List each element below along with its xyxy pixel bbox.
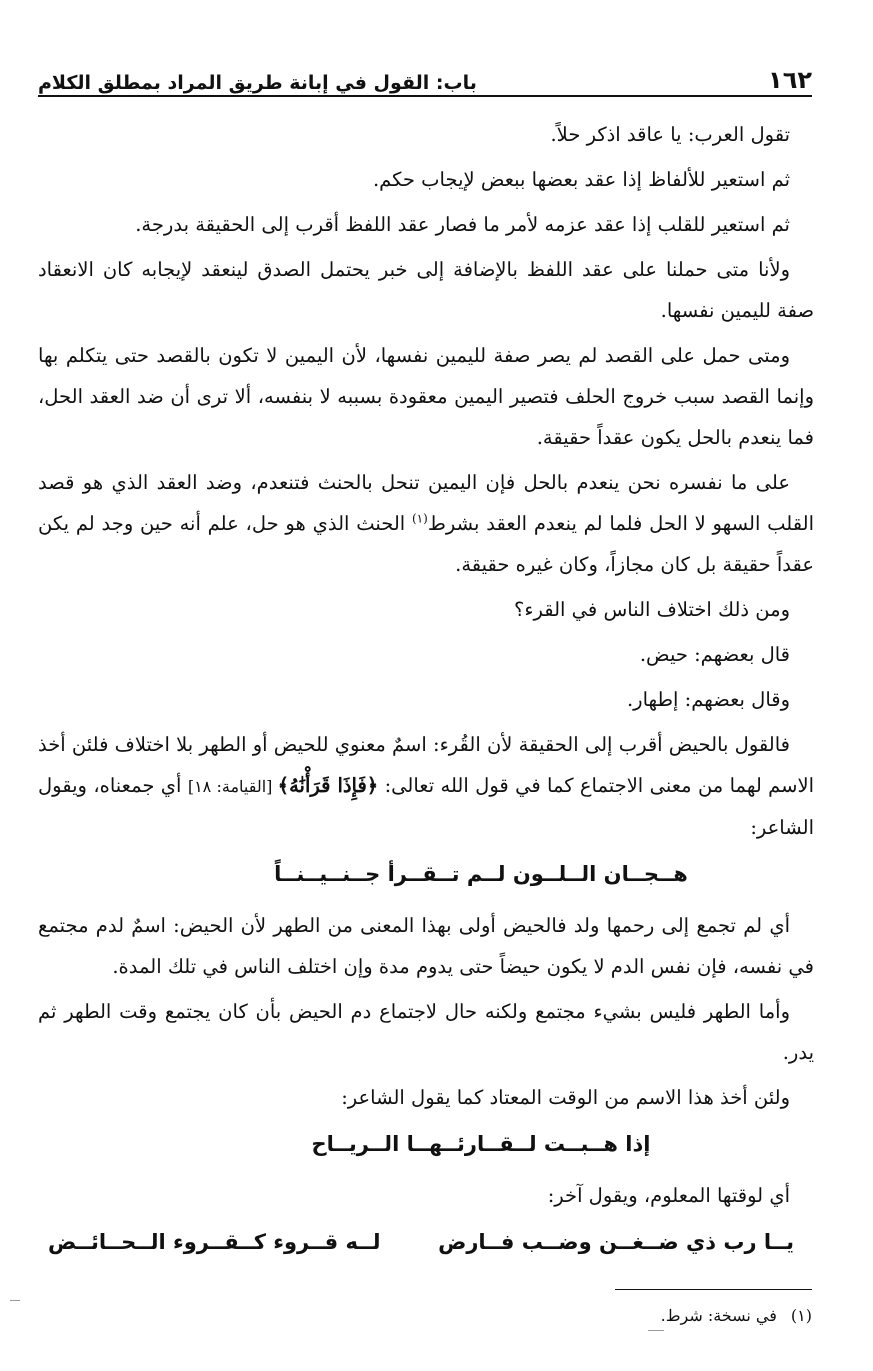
paragraph-6-text-before: على ما نفسره نحن ينعدم بالحل فإن اليمين تنحل بالحنث فتنعدم، وضد العقد الذي هو قصد القلب السهو لا الحل فلما لم ينعدم العقد بشرط: [38, 471, 814, 535]
paragraph-11: أي لم تجمع إلى رحمها ولد فالحيض أولى بهذا المعنى من الطهر لأن الحيض: اسمٌ لدم مجتمع في نفسه، فإن نفس الدم لا يكون حيضاً حتى يدوم مدة وإن اختلف الناس في تلك المدة.: [38, 914, 814, 978]
paragraph-1: تقول العرب: يا عاقد اذكر حلاً.: [550, 123, 790, 146]
paragraph-6-text-after: الحنث الذي هو حل، علم أنه حين وجد لم يكن عقداً حقيقة بل كان مجازاً، وكان غيره حقيقة.: [38, 512, 814, 576]
paragraph-7: ومن ذلك اختلاف الناس في القرء؟: [513, 598, 790, 621]
paragraph-9: وقال بعضهم: إطهار.: [626, 688, 790, 711]
footnote-reference[interactable]: (١): [411, 511, 428, 526]
quran-quote: ﴿فَإِذَا قَرَأْنَٰهُ﴾: [277, 774, 379, 797]
footnote-text: في نسخة: شرط.: [660, 1306, 777, 1325]
scan-mark-bottom: [648, 1330, 664, 1331]
page-number: ١٦٢: [768, 66, 812, 94]
paragraph-10-after: أي جمعناه، ويقول الشاعر:: [38, 774, 814, 839]
paragraph-13: ولئن أخذ هذا الاسم من الوقت المعتاد كما يقول الشاعر:: [341, 1086, 790, 1109]
paragraph-2: ثم استعير للألفاظ إذا عقد بعضها ببعض لإيجاب حكم.: [372, 168, 790, 191]
paragraph-14: أي لوقتها المعلوم، ويقول آخر:: [547, 1184, 790, 1207]
page-body: [38, 114, 814, 1273]
page-header: [38, 50, 812, 94]
running-title: باب: القول في إبانة طريق المراد بمطلق الكلام: [38, 72, 477, 94]
verse-3-second-hemistich: لــه قــروء كــقــروء الــحــائــض: [48, 1230, 381, 1254]
paragraph-5: ومتى حمل على القصد لم يصر صفة لليمين نفسها، لأن اليمين لا تكون بالقصد حتى يتكلم بها وإنما القصد سبب خروج الحلف فتصير اليمين معقودة بسببه لا بنفسه، ألا ترى أن ضد العقد الحل، فما ينعدم بالحل يكون عقداً حقيقة.: [38, 344, 814, 449]
paragraph-6: [38, 462, 814, 585]
verse-3-first-hemistich: يــا رب ذي ضــغــن وضــب فــارض: [438, 1230, 794, 1254]
paragraph-10-text: فالقول بالحيض أقرب إلى الحقيقة لأن القُرء: اسمٌ معنوي للحيض أو الطهر بلا اختلاف فلئن أخذ الاسم لهما من معنى الاجتماع كما في قول الله تعالى:: [38, 733, 814, 797]
verse-2: إذا هــبــت لــقــارئــهــا الــريــاح: [311, 1132, 651, 1156]
paragraph-4: ولأنا متى حملنا على عقد اللفظ بالإضافة إلى خبر يحتمل الصدق لينعقد لإيجابه كان الانعقاد صفة لليمين نفسها.: [38, 258, 814, 322]
verse-3: [38, 1222, 814, 1263]
footnote-rule: [615, 1289, 812, 1290]
footnote: [440, 1303, 812, 1329]
paragraph-10: [38, 724, 814, 848]
scan-mark: [10, 1300, 20, 1301]
quran-source: [القيامة: ١٨]: [187, 777, 278, 796]
verse-1: هــجــان الــلــون لــم تــقــرأ جــنــيــنــاً: [274, 862, 688, 886]
footnote-number: (١): [790, 1306, 812, 1325]
header-rule: [38, 95, 812, 97]
paragraph-8: قال بعضهم: حيض.: [639, 643, 790, 666]
paragraph-12: وأما الطهر فليس بشيء مجتمع ولكنه حال لاجتماع دم الحيض بأن كان يجتمع وقت الطهر ثم يدر.: [38, 1000, 814, 1064]
paragraph-3: ثم استعير للقلب إذا عقد عزمه لأمر ما فصار عقد اللفظ أقرب إلى الحقيقة بدرجة.: [135, 213, 790, 236]
